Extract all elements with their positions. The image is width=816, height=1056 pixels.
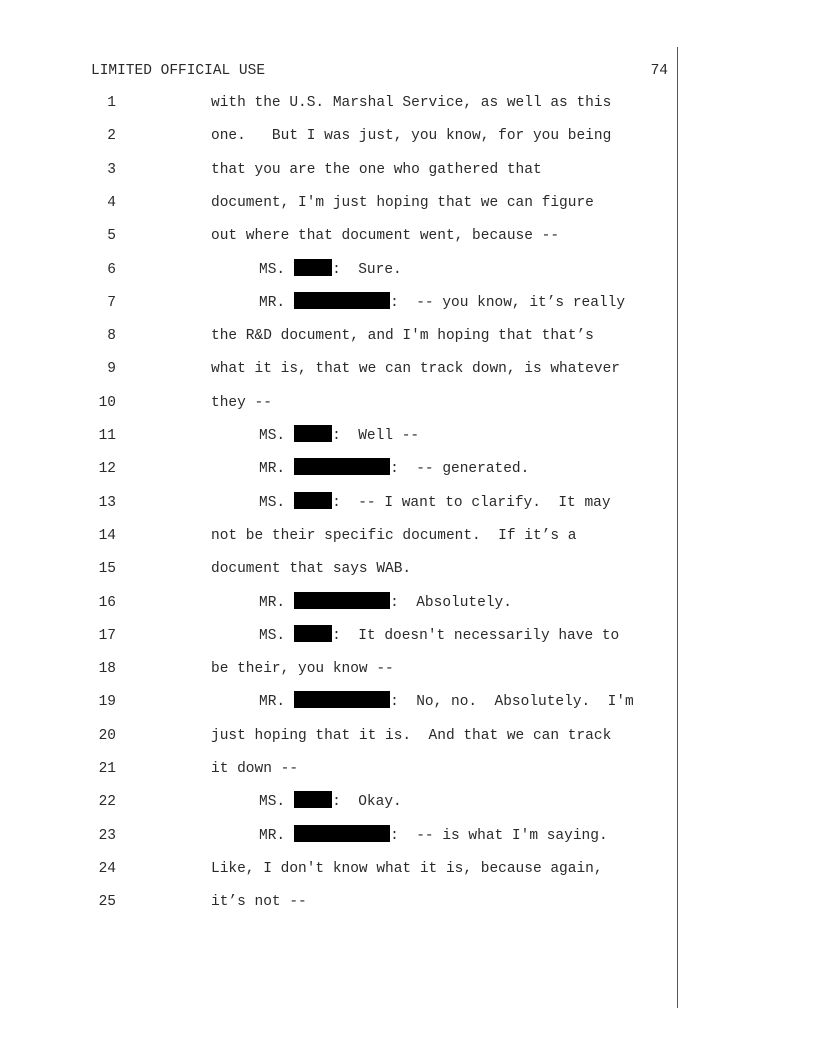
speaker-text: : -- generated. — [390, 461, 530, 478]
redaction-box — [294, 592, 390, 609]
redaction-box — [294, 292, 390, 309]
transcript-line — [0, 690, 680, 714]
speaker-text: : No, no. Absolutely. I'm — [390, 694, 634, 711]
speaker-line — [259, 624, 619, 648]
line-text: out where that document went, because -- — [211, 228, 560, 245]
redaction-box — [294, 625, 332, 642]
speaker-text: : -- you know, it’s really — [390, 294, 626, 311]
transcript-line — [0, 491, 680, 515]
line-number: 14 — [98, 527, 116, 544]
transcript-line — [0, 724, 680, 748]
transcript-line — [0, 591, 680, 615]
line-number: 6 — [107, 261, 116, 278]
line-number: 5 — [107, 228, 116, 245]
speaker-text: : -- I want to clarify. It may — [332, 494, 611, 511]
speaker-text: : Okay. — [332, 794, 402, 811]
redaction-box — [294, 458, 390, 475]
speaker-line — [259, 491, 611, 515]
transcript-line — [0, 624, 680, 648]
transcript-line — [0, 224, 680, 248]
line-number: 10 — [98, 394, 116, 411]
transcript-line — [0, 824, 680, 848]
transcript-line — [0, 890, 680, 914]
transcript-line — [0, 191, 680, 215]
line-text: Like, I don't know what it is, because again, — [211, 860, 603, 877]
line-number: 21 — [98, 761, 116, 777]
transcript-line — [0, 457, 680, 481]
line-text: the R&D document, and I'm hoping that that’s — [211, 328, 594, 345]
redaction-box — [294, 791, 332, 808]
line-number: 20 — [98, 727, 116, 744]
transcript-line — [0, 424, 680, 448]
line-number: 2 — [107, 128, 116, 145]
line-number: 8 — [107, 328, 116, 345]
line-text: it’s not -- — [211, 894, 307, 911]
transcript-line — [0, 391, 680, 415]
speaker-title: MR. — [259, 461, 286, 478]
speaker-line — [259, 291, 625, 315]
line-number: 3 — [107, 161, 116, 178]
speaker-title: MR. — [259, 594, 286, 611]
transcript-line — [0, 857, 680, 881]
transcript-line — [0, 91, 680, 115]
speaker-text: : Sure. — [332, 261, 402, 278]
speaker-line — [259, 790, 402, 814]
line-number: 18 — [98, 661, 116, 678]
speaker-title: MS. — [259, 627, 286, 644]
transcript-line — [0, 124, 680, 148]
line-number: 7 — [107, 294, 116, 311]
transcript-line — [0, 524, 680, 548]
speaker-line — [259, 258, 402, 282]
line-text: they -- — [211, 394, 272, 411]
transcript-line — [0, 757, 680, 781]
line-text: what it is, that we can track down, is whatever — [211, 361, 620, 378]
speaker-title: MR. — [259, 827, 286, 844]
transcript-line — [0, 291, 680, 315]
redaction-box — [294, 259, 332, 276]
speaker-line — [259, 424, 419, 448]
line-number: 22 — [98, 794, 116, 811]
speaker-title: MS. — [259, 794, 286, 811]
line-number: 24 — [98, 860, 116, 877]
transcript-line — [0, 158, 680, 182]
line-number: 23 — [98, 827, 116, 844]
speaker-title: MR. — [259, 294, 286, 311]
line-number: 25 — [98, 894, 116, 911]
line-number: 17 — [98, 627, 116, 644]
classification-header: LIMITED OFFICIAL USE — [91, 63, 266, 79]
line-number: 1 — [107, 95, 116, 111]
line-text: one. But I was just, you know, for you being — [211, 128, 612, 145]
line-number: 15 — [98, 561, 116, 578]
line-text: document that says WAB. — [211, 561, 412, 578]
line-number: 19 — [98, 694, 116, 711]
line-text: not be their specific document. If it’s a — [211, 527, 577, 544]
line-number: 4 — [107, 194, 116, 211]
speaker-title: MR. — [259, 694, 286, 711]
speaker-text: : Absolutely. — [390, 594, 512, 611]
line-number: 12 — [98, 461, 116, 478]
line-number: 16 — [98, 594, 116, 611]
transcript-line — [0, 790, 680, 814]
line-number: 9 — [107, 361, 116, 378]
transcript-line — [0, 258, 680, 282]
speaker-text: : It doesn't necessarily have to — [332, 627, 620, 644]
speaker-text: : -- is what I'm saying. — [390, 827, 608, 844]
transcript-line — [0, 324, 680, 348]
speaker-line — [259, 690, 634, 714]
line-text: be their, you know -- — [211, 661, 394, 678]
line-number: 13 — [98, 494, 116, 511]
redaction-box — [294, 691, 390, 708]
redaction-box — [294, 825, 390, 842]
transcript-line — [0, 557, 680, 581]
speaker-title: MS. — [259, 261, 286, 278]
line-text: document, I'm just hoping that we can figure — [211, 194, 594, 211]
transcript-line — [0, 657, 680, 681]
page-number: 74 — [650, 63, 668, 79]
redaction-box — [294, 425, 332, 442]
transcript-line — [0, 357, 680, 381]
speaker-title: MS. — [259, 428, 286, 444]
line-number: 11 — [98, 428, 116, 444]
redaction-box — [294, 492, 332, 509]
speaker-line — [259, 824, 608, 848]
line-text: just hoping that it is. And that we can track — [211, 727, 612, 744]
speaker-text: : Well -- — [332, 428, 420, 444]
speaker-line — [259, 457, 529, 481]
speaker-title: MS. — [259, 494, 286, 511]
line-text: that you are the one who gathered that — [211, 161, 542, 178]
line-text: with the U.S. Marshal Service, as well as this — [211, 95, 612, 111]
speaker-line — [259, 591, 512, 615]
line-text: it down -- — [211, 761, 299, 777]
